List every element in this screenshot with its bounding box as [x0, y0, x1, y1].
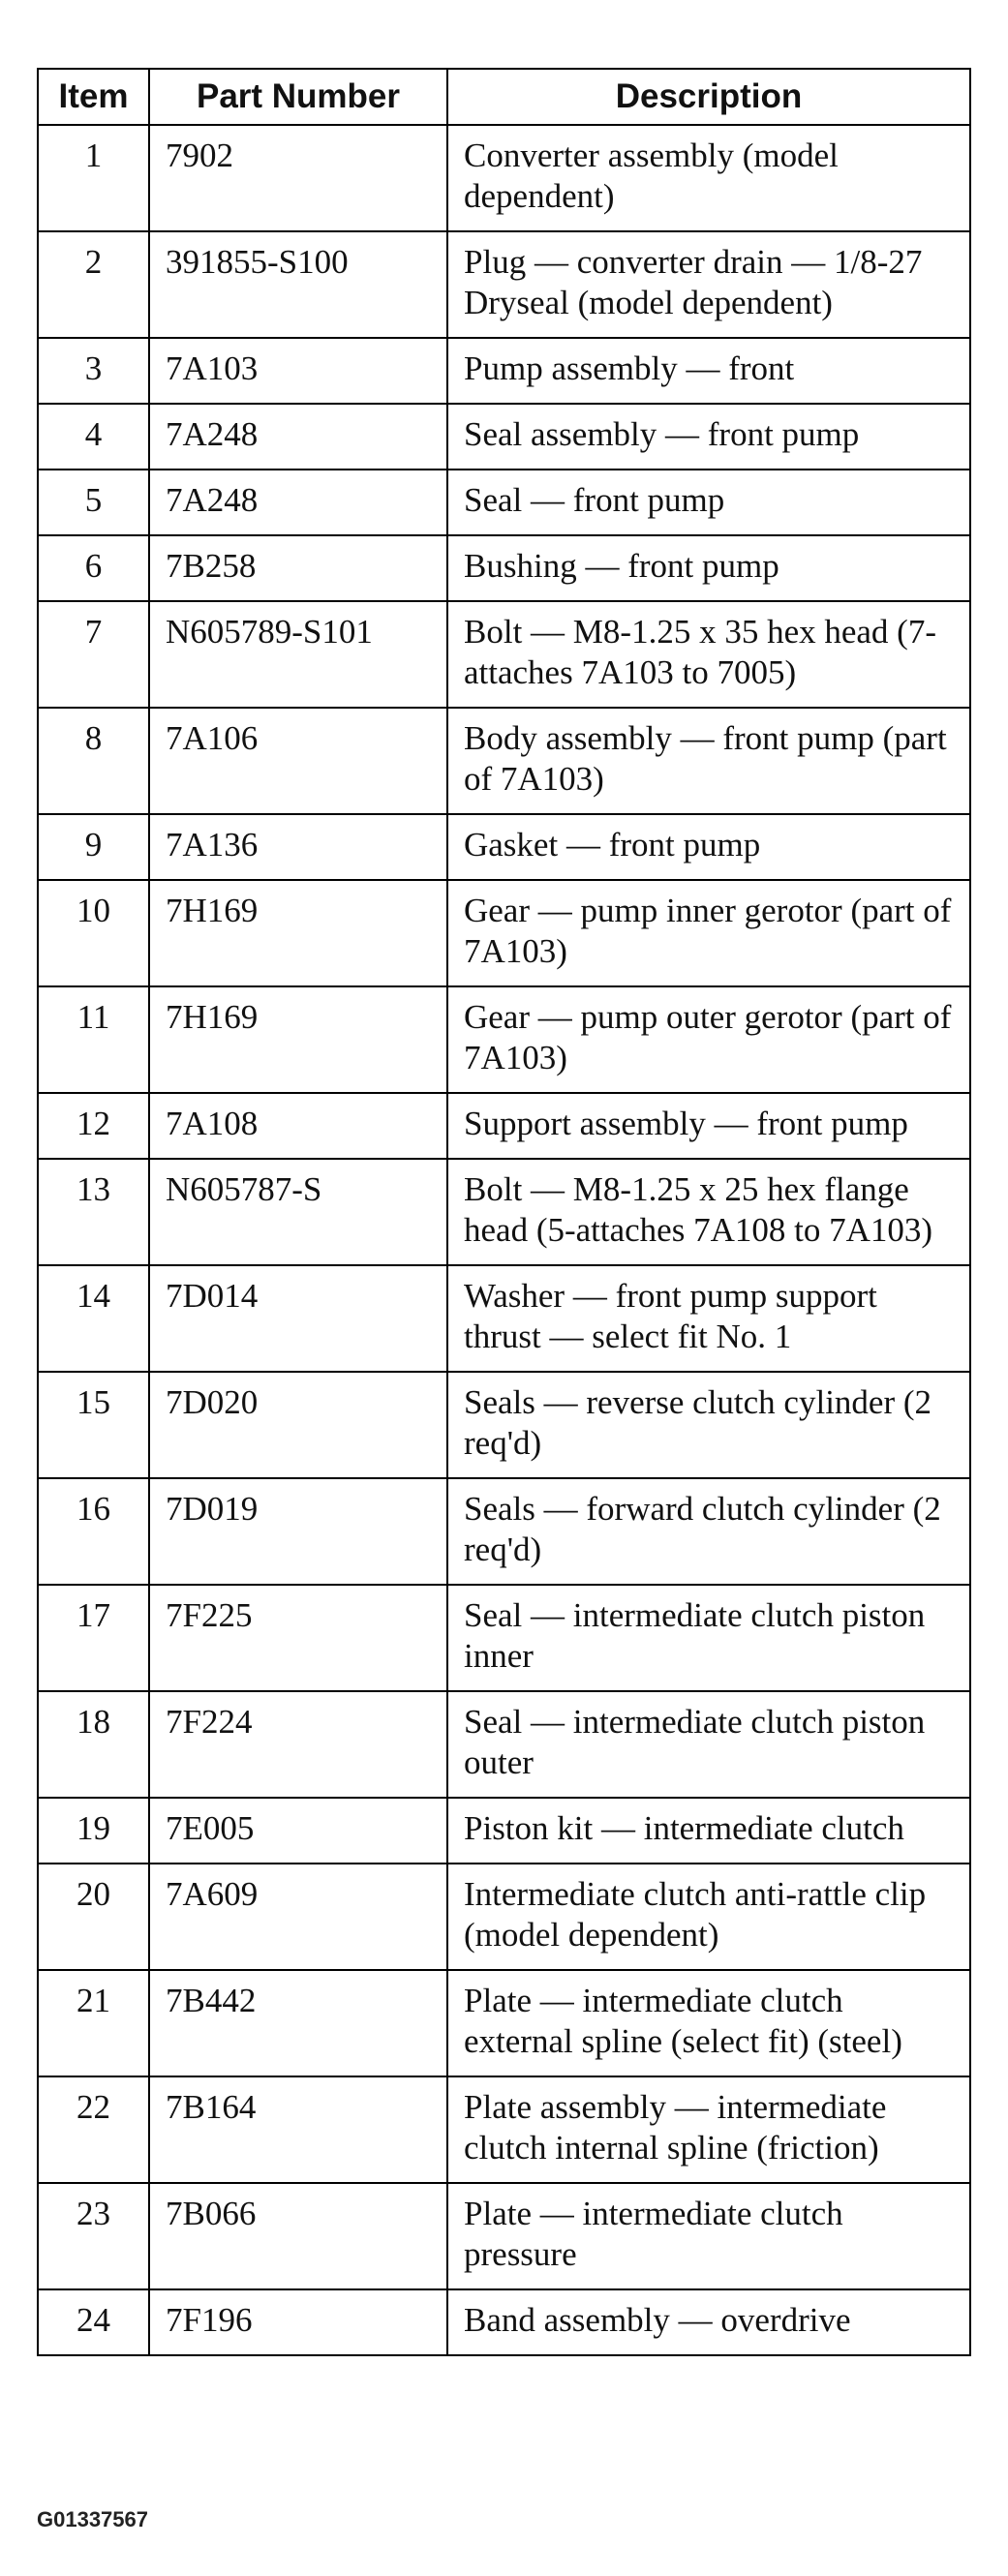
- cell-part-number: 7E005: [149, 1798, 447, 1864]
- cell-part-number: 7D019: [149, 1478, 447, 1585]
- cell-item: 18: [38, 1691, 149, 1798]
- cell-part-number: 7A248: [149, 404, 447, 470]
- cell-part-number: 7A248: [149, 470, 447, 535]
- cell-description: Plate — intermediate clutch external spline (select fit) (steel): [447, 1970, 970, 2076]
- cell-part-number: 7F224: [149, 1691, 447, 1798]
- cell-item: 20: [38, 1864, 149, 1970]
- cell-part-number: 7A609: [149, 1864, 447, 1970]
- table-row: [38, 125, 970, 231]
- cell-description: Pump assembly — front: [447, 338, 970, 404]
- table-row: [38, 1970, 970, 2076]
- cell-part-number: 7B442: [149, 1970, 447, 2076]
- cell-item: 16: [38, 1478, 149, 1585]
- table-row: [38, 404, 970, 470]
- cell-item: 7: [38, 601, 149, 708]
- cell-description: Seal — front pump: [447, 470, 970, 535]
- table-body: [38, 125, 970, 2355]
- figure-id: G01337567: [37, 2507, 148, 2531]
- table-row: [38, 1159, 970, 1265]
- cell-description: Seals — forward clutch cylinder (2 req'd): [447, 1478, 970, 1585]
- cell-item: 11: [38, 986, 149, 1093]
- cell-part-number: 7B164: [149, 2076, 447, 2183]
- table-row: [38, 986, 970, 1093]
- cell-part-number: 391855-S100: [149, 231, 447, 338]
- cell-description: Plug — converter drain — 1/8-27 Dryseal (model dependent): [447, 231, 970, 338]
- table-row: [38, 1691, 970, 1798]
- cell-item: 15: [38, 1372, 149, 1478]
- table-row: [38, 880, 970, 986]
- cell-part-number: 7F196: [149, 2289, 447, 2355]
- table-row: [38, 470, 970, 535]
- cell-item: 2: [38, 231, 149, 338]
- cell-description: Plate — intermediate clutch pressure: [447, 2183, 970, 2289]
- cell-item: 3: [38, 338, 149, 404]
- cell-item: 24: [38, 2289, 149, 2355]
- table-row: [38, 338, 970, 404]
- table-row: [38, 1864, 970, 1970]
- cell-item: 4: [38, 404, 149, 470]
- cell-description: Piston kit — intermediate clutch: [447, 1798, 970, 1864]
- parts-table-container: [37, 68, 971, 2356]
- cell-description: Seal assembly — front pump: [447, 404, 970, 470]
- table-row: [38, 1478, 970, 1585]
- cell-item: 6: [38, 535, 149, 601]
- cell-part-number: 7B066: [149, 2183, 447, 2289]
- table-row: [38, 1798, 970, 1864]
- cell-part-number: 7F225: [149, 1585, 447, 1691]
- table-row: [38, 1093, 970, 1159]
- table-row: [38, 1265, 970, 1372]
- cell-description: Washer — front pump support thrust — select fit No. 1: [447, 1265, 970, 1372]
- cell-part-number: 7A103: [149, 338, 447, 404]
- cell-description: Plate assembly — intermediate clutch internal spline (friction): [447, 2076, 970, 2183]
- cell-item: 17: [38, 1585, 149, 1691]
- cell-description: Body assembly — front pump (part of 7A103): [447, 708, 970, 814]
- cell-description: Bushing — front pump: [447, 535, 970, 601]
- cell-item: 8: [38, 708, 149, 814]
- header-part-number: Part Number: [149, 69, 447, 125]
- table-row: [38, 1372, 970, 1478]
- header-description: Description: [447, 69, 970, 125]
- cell-description: Bolt — M8-1.25 x 25 hex flange head (5-attaches 7A108 to 7A103): [447, 1159, 970, 1265]
- cell-description: Band assembly — overdrive: [447, 2289, 970, 2355]
- cell-part-number: 7A108: [149, 1093, 447, 1159]
- cell-item: 5: [38, 470, 149, 535]
- cell-item: 14: [38, 1265, 149, 1372]
- cell-item: 22: [38, 2076, 149, 2183]
- cell-part-number: 7A106: [149, 708, 447, 814]
- cell-part-number: N605789-S101: [149, 601, 447, 708]
- parts-table: [37, 68, 971, 2356]
- table-row: [38, 708, 970, 814]
- cell-part-number: 7H169: [149, 986, 447, 1093]
- table-row: [38, 814, 970, 880]
- cell-description: Support assembly — front pump: [447, 1093, 970, 1159]
- table-header-row: [38, 69, 970, 125]
- cell-item: 13: [38, 1159, 149, 1265]
- cell-part-number: 7D020: [149, 1372, 447, 1478]
- table-row: [38, 1585, 970, 1691]
- cell-description: Intermediate clutch anti-rattle clip (model dependent): [447, 1864, 970, 1970]
- cell-description: Gasket — front pump: [447, 814, 970, 880]
- cell-description: Seal — intermediate clutch piston inner: [447, 1585, 970, 1691]
- cell-item: 21: [38, 1970, 149, 2076]
- cell-description: Bolt — M8-1.25 x 35 hex head (7-attaches 7A103 to 7005): [447, 601, 970, 708]
- cell-part-number: N605787-S: [149, 1159, 447, 1265]
- cell-description: Converter assembly (model dependent): [447, 125, 970, 231]
- table-row: [38, 601, 970, 708]
- cell-part-number: 7A136: [149, 814, 447, 880]
- cell-description: Gear — pump outer gerotor (part of 7A103): [447, 986, 970, 1093]
- cell-item: 9: [38, 814, 149, 880]
- table-row: [38, 2076, 970, 2183]
- table-row: [38, 535, 970, 601]
- cell-part-number: 7D014: [149, 1265, 447, 1372]
- cell-part-number: 7B258: [149, 535, 447, 601]
- cell-description: Seal — intermediate clutch piston outer: [447, 1691, 970, 1798]
- cell-part-number: 7H169: [149, 880, 447, 986]
- table-row: [38, 231, 970, 338]
- cell-description: Gear — pump inner gerotor (part of 7A103): [447, 880, 970, 986]
- cell-item: 23: [38, 2183, 149, 2289]
- table-row: [38, 2289, 970, 2355]
- cell-item: 1: [38, 125, 149, 231]
- cell-item: 10: [38, 880, 149, 986]
- cell-item: 12: [38, 1093, 149, 1159]
- cell-description: Seals — reverse clutch cylinder (2 req'd): [447, 1372, 970, 1478]
- cell-item: 19: [38, 1798, 149, 1864]
- header-item: Item: [38, 69, 149, 125]
- cell-part-number: 7902: [149, 125, 447, 231]
- table-row: [38, 2183, 970, 2289]
